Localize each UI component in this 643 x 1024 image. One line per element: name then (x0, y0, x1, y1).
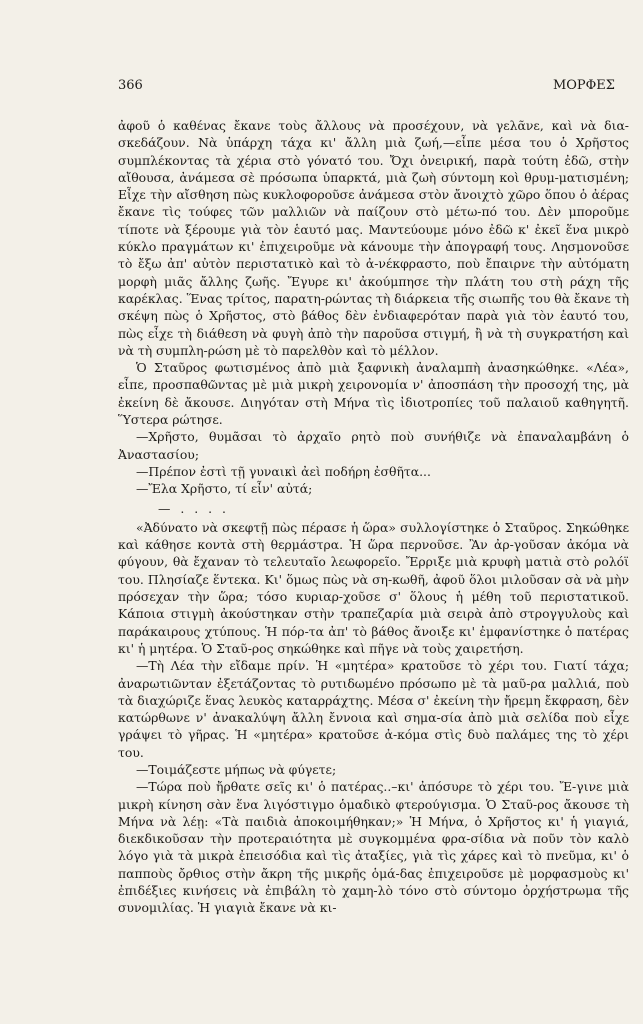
page-header (118, 78, 629, 93)
dialogue-line: —Τοιμάζεστε μήπως νὰ φύγετε; (136, 761, 337, 777)
ellipsis-line: — . . . . (158, 500, 229, 516)
body-text (118, 117, 629, 917)
running-title: ΜΟΡΦΕΣ (552, 78, 615, 93)
paragraph: Ὁ Σταῦρος φωτισμένος ἀπὸ μιὰ ξαφνικὴ ἀναλαμπὴ ἀνασηκώθηκε. «Λέα», εἶπε, προσπαθῶντας μὲ μιὰ μικρὴ χειρονομία ν' ἀποσπάση τὴν προσοχή της, μὰ ἐκείνη δὲ ἄκουσε. Διηγόταν στὴ Μήνα τὶς ἰδιοτροπίες τοῦ παλαιοῦ καθηγητῆ. Ὕστερα ρώτησε. (118, 360, 629, 428)
dialogue-line: —Χρῆστο, θυμᾶσαι τὸ ἀρχαῖο ρητὸ ποὺ συνήθιζε νὰ ἐπαναλαμβάνη ὁ Ἀναστασίου; (118, 429, 629, 462)
page-number: 366 (118, 78, 143, 93)
paragraph: —Τὴ Λέα τὴν εἴδαμε πρίν. Ἡ «μητέρα» κρατοῦσε τὸ χέρι του. Γιατί τάχα; ἀναρωτιῶνταν ἐξετάζοντας τὸ ρυτιδωμένο πρόσωπο μὲ τὰ μαῦ-ρα μαλλιά, ποὺ τὰ διαχώριζε ἕνας λευκὸς καταρράχτης. Μέσα σ' ἐκείνη τὴν ἤρεμη ἔκφραση, δὲν κατώρθωνε ν' ἀνακαλύψη ἄλλη ἔννοια καὶ σημα-σία ἀπὸ μιὰ σελίδα ποὺ εἶχε γράψει τὸ γῆρας. Ἡ «μητέρα» κρατοῦσε ἀ-κόμα στὶς δυὸ παλάμες της τὸ χέρι του. (118, 658, 629, 760)
dialogue-line: —Πρέπον ἐστὶ τῇ γυναικὶ ἀεὶ ποδήρη ἐσθῆτα... (136, 463, 431, 479)
paragraph: —Τώρα ποὺ ἤρθατε σεῖς κι' ὁ πατέρας..–κι' ἀπόσυρε τὸ χέρι του. Ἔ-γινε μιὰ μικρὴ κίνηση σὰν ἕνα λιγόστιγμο ὁμαδικὸ φτερούγισμα. Ὁ Σταῦ-ρος ἄκουσε τὴ Μήνα νὰ λέῃ: «Τὰ παιδιὰ ἀποκοιμήθηκαν;» Ἡ Μήνα, ὁ Χρῆστος κι' ἡ γιαγιά, διεκδικοῦσαν τὴν προτεραιότητα μὲ συγκομμένα φρα-σίδια νὰ ποῦν τὸν καλὸ λόγο γιὰ τὰ μικρὰ ἐπεισόδια καὶ τὶς ἀταξίες, γιὰ τὶς χάρες καὶ τὸ πνεῦμα, κι' ὁ παπποὺς ὄρθιος στὴν ἄκρη τῆς μικρῆς ὁμά-δας ἐπιχειροῦσε μὲ μορφασμοὺς κι' ἐπιδέξιες κινήσεις νὰ ἐπιβάλη τὸ χαμη-λὸ τόνο στὸ σύντομο ὀρχήστρωμα τῆς συνομιλίας. Ἡ γιαγιὰ ἔκανε νὰ κι- (118, 779, 629, 916)
paragraph: ἀφοῦ ὁ καθένας ἔκανε τοὺς ἄλλους νὰ προσέχουν, νὰ γελᾶνε, καὶ νὰ δια-σκεδάζουν. Νὰ ὑπάρχη τάχα κι' ἄλλη μιὰ ζωή,—εἶπε μέσα του ὁ Χρῆστος συμπλέκοντας τὰ χέρια στὸ γόνατό του. Ὄχι ὀνειρική, παρὰ τούτη ἐδῶ, στὴν αἴθουσα, ἀνάμεσα σὲ πρόσωπα ὑπαρκτά, μιὰ ζωὴ σύντομη κοὶ θρυμ-ματισμένη; Εἶχε τὴν αἴσθηση πὼς κυκλοφοροῦσε ἀνάμεσα στὸν ἄνοιχτὸ χῶρο ὅπου ὁ ἀέρας ἔκανε τὶς τούφες τῶν μαλλιῶν νὰ παίζουν στὸ μέτω-πό του. Δὲν μποροῦμε τίποτε νὰ ξέρουμε γιὰ τὸν ἑαυτό μας. Μαντεύουμε μόνο ἐδῶ κ' ἐκεῖ ἕνα μικρὸ κύκλο πραγμάτων κι' ἐπιχειροῦμε νὰ κάνουμε τὴν ἀπογραφή τους. Λησμονοῦσε τὸ ἔξω ἀπ' αὐτὸν περιστατικὸ καὶ τὸ ἀ-νέκφραστο, ποὺ ἔπαιρνε τὴν αὐτόματη μορφὴ μιᾶς ἄλλης ζωῆς. Ἔγυρε κι' ἀκούμπησε τὴν πλάτη του στὴ ράχη τῆς καρέκλας. Ἕνας τρίτος, παρατη-ρώντας τὴ διάρκεια τῆς σιωπῆς του θὰ ἔκανε τὴ σκέψη πὼς ὁ Χρῆστος, στὸ βάθος δὲν ἐνδιαφερόταν παρὰ γιὰ τὸν ἑαυτό του, πὼς εἶχε τὴ διάθεση νὰ φυγὴ ἀπὸ τὴν παροῦσα στιγμή, ἢ νὰ τὴ συγκρατήση καὶ νὰ τὴ συμπλη-ρώση μὲ τὸ παρελθὸν καὶ τὸ μέλλον. (118, 118, 629, 358)
paragraph: «Ἀδύνατο νὰ σκεφτῇ πὼς πέρασε ἡ ὥρα» συλλογίστηκε ὁ Σταῦρος. Σηκώθηκε καὶ κάθησε κοντὰ στὴ θερμάστρα. Ἡ ὥρα περνοῦσε. Ἂν ἀρ-γοῦσαν ἀκόμα νὰ φύγουν, θὰ ἔχαναν τὸ τελευταῖο λεωφορεῖο. Ἔρριξε μιὰ κρυφὴ ματιὰ στὸ ρολόϊ του. Πλησίαζε ἕντεκα. Κι' ὅμως πὼς νὰ ση-κωθῆ, ἀφοῦ ὅλοι μιλοῦσαν σὰ νὰ μὴν πρόσεχαν τὴν ὥρα; τόσο κυριαρ-χοῦσε σ' ὅλους ἡ μέθη τοῦ περιστατικοῦ. Κάποια στιγμὴ ἀκούστηκαν στὴν τραπεζαρία μιὰ σειρὰ ἀπὸ στρογγυλοὺς καὶ παράκαιρους χτύπους. Ἡ πόρ-τα ἀπ' τὸ βάθος ἄνοιξε κι' ἐμφανίστηκε ὁ πατέρας κι' ἡ μητέρα. Ὁ Σταῦ-ρος σηκώθηκε καὶ πῆγε νὰ τοὺς χαιρετήση. (118, 519, 629, 656)
dialogue-line: —Ἔλα Χρῆστο, τί εἶν' αὐτά; (136, 481, 313, 497)
